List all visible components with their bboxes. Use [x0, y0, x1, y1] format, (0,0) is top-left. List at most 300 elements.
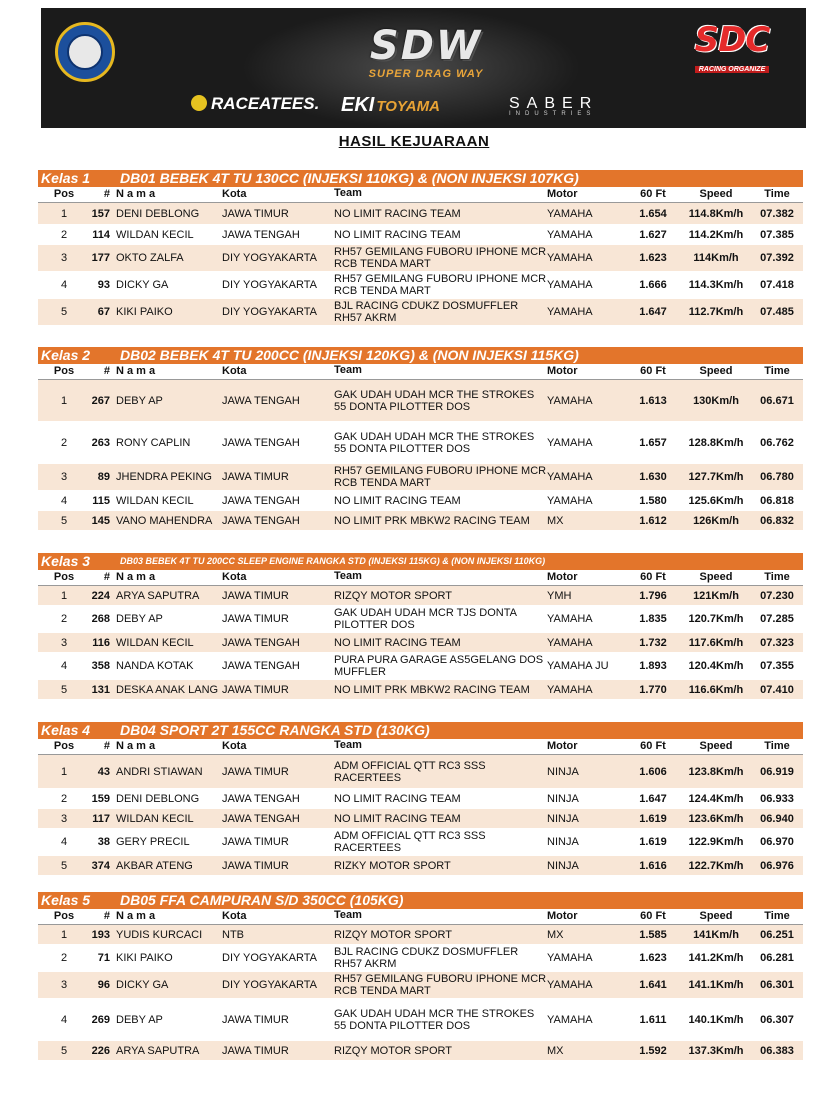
- cell-num: 38: [97, 836, 110, 848]
- header-ft: 60 Ft: [640, 740, 666, 752]
- cell-motor: YAMAHA: [547, 471, 593, 483]
- cell-name: YUDIS KURCACI: [116, 928, 203, 941]
- cell-num: 226: [91, 1044, 110, 1057]
- cell-name: RONY CAPLIN: [116, 436, 191, 449]
- cell-pos: 1: [60, 394, 68, 407]
- cell-motor: YAMAHA JU: [547, 660, 609, 672]
- cell-kota: JAWA TIMUR: [222, 683, 289, 696]
- cell-name: DICKY GA: [116, 279, 169, 291]
- cell-num: 224: [91, 589, 110, 602]
- cell-ft: 1.606: [639, 765, 667, 778]
- cell-motor: NINJA: [547, 859, 579, 872]
- table-row: [38, 606, 803, 633]
- cell-num: 89: [97, 471, 110, 483]
- cell-pos: 4: [60, 1013, 68, 1026]
- cell-team: RH57 GEMILANG FUBORU IPHONE MCR RCB TENDA MART: [334, 973, 547, 997]
- cell-ft: 1.654: [639, 207, 667, 220]
- header-time: Time: [764, 740, 790, 752]
- cell-num: 159: [91, 792, 110, 805]
- header-time: Time: [764, 365, 790, 377]
- header-time: Time: [764, 188, 790, 200]
- cell-motor: YAMAHA: [547, 252, 593, 264]
- table-row: [38, 999, 803, 1041]
- sponsor-saber-name: SABER: [509, 95, 599, 112]
- cell-name: DEBY AP: [116, 613, 163, 625]
- cell-team: BJL RACING CDUKZ DOSMUFFLER RH57 AKRM: [334, 300, 519, 324]
- cell-motor: YAMAHA: [547, 636, 593, 649]
- cell-ft: 1.835: [639, 613, 667, 625]
- cell-pos: 2: [60, 228, 68, 241]
- cell-motor: NINJA: [547, 812, 579, 825]
- class-header-bar: [38, 553, 803, 570]
- cell-kota: JAWA TIMUR: [222, 589, 289, 602]
- class-number: Kelas 1: [41, 170, 91, 186]
- cell-ft: 1.585: [639, 928, 667, 941]
- cell-time: 06.970: [760, 836, 794, 848]
- cell-motor: YAMAHA: [547, 494, 593, 507]
- page-title: HASIL KEJUARAAN: [338, 133, 490, 150]
- cell-num: 115: [92, 494, 110, 507]
- cell-motor: YAMAHA: [547, 952, 593, 964]
- cell-num: 193: [91, 928, 110, 941]
- header-team: Team: [334, 187, 362, 199]
- cell-team: RIZKY MOTOR SPORT: [334, 859, 451, 872]
- cell-motor: YMH: [547, 589, 572, 602]
- table-row: [38, 755, 803, 789]
- cell-kota: DIY YOGYAKARTA: [222, 979, 317, 991]
- cell-kota: JAWA TIMUR: [222, 207, 289, 220]
- cell-kota: JAWA TIMUR: [222, 1044, 289, 1057]
- header-num: #: [103, 740, 110, 752]
- cell-team: GAK UDAH UDAH MCR THE STROKES 55 DONTA PILOTTER DOS: [334, 1007, 535, 1032]
- cell-ft: 1.732: [639, 636, 667, 649]
- table-row: [38, 653, 803, 680]
- header-num: #: [103, 188, 110, 200]
- cell-num: 43: [97, 765, 110, 778]
- cell-pos: 3: [60, 979, 68, 991]
- cell-pos: 1: [60, 589, 68, 602]
- class-section-5: [38, 892, 803, 1061]
- cell-num: 177: [91, 252, 110, 264]
- cell-pos: 1: [60, 928, 68, 941]
- header-pos: Pos: [53, 571, 75, 583]
- cell-time: 06.933: [760, 792, 794, 805]
- cell-ft: 1.657: [639, 436, 667, 449]
- cell-time: 06.832: [760, 514, 794, 527]
- cell-kota: DIY YOGYAKARTA: [222, 252, 317, 264]
- header-kota: Kota: [222, 910, 247, 922]
- cell-kota: JAWA TENGAH: [222, 792, 300, 805]
- cell-motor: YAMAHA: [547, 228, 593, 241]
- class-description: DB05 FFA CAMPURAN S/D 350CC (105KG): [120, 892, 404, 908]
- cell-ft: 1.580: [639, 494, 667, 507]
- cell-pos: 4: [60, 836, 68, 848]
- class-header-bar: [38, 722, 803, 739]
- cell-pos: 2: [60, 613, 68, 625]
- table-row: [38, 680, 803, 700]
- cell-pos: 5: [60, 306, 68, 318]
- class-section-3: [38, 553, 803, 700]
- cell-speed: 114.8Km/h: [688, 207, 744, 220]
- table-row: [38, 586, 803, 606]
- header-time: Time: [764, 571, 790, 583]
- cell-speed: 140.1Km/h: [688, 1013, 744, 1026]
- cell-ft: 1.613: [639, 394, 667, 407]
- cell-pos: 4: [60, 494, 68, 507]
- header-speed: Speed: [699, 740, 733, 752]
- table-row: [38, 809, 803, 829]
- sponsor-raceatees: RACEATEES.: [191, 94, 319, 114]
- cell-team: ADM OFFICIAL QTT RC3 SSS RACERTEES: [334, 830, 486, 854]
- cell-ft: 1.612: [639, 514, 667, 527]
- cell-kota: JAWA TENGAH: [222, 494, 300, 507]
- header-speed: Speed: [699, 188, 733, 200]
- cell-name: ANDRI STIAWAN: [116, 765, 203, 778]
- cell-name: KIKI PAIKO: [116, 952, 173, 964]
- table-row: [38, 491, 803, 511]
- cell-time: 06.671: [760, 394, 794, 407]
- cell-pos: 4: [60, 660, 68, 672]
- cell-ft: 1.611: [639, 1013, 667, 1026]
- cell-ft: 1.623: [639, 252, 667, 264]
- organizer-logo-mark: SDC: [694, 20, 770, 60]
- cell-pos: 2: [60, 952, 68, 964]
- cell-team: RH57 GEMILANG FUBORU IPHONE MCR RCB TENDA MART: [334, 246, 547, 270]
- cell-kota: JAWA TENGAH: [222, 436, 300, 449]
- cell-time: 06.780: [760, 471, 794, 483]
- class-header-bar: [38, 892, 803, 909]
- cell-ft: 1.641: [639, 979, 667, 991]
- cell-speed: 137.3Km/h: [688, 1044, 744, 1057]
- cell-motor: NINJA: [547, 765, 579, 778]
- cell-pos: 1: [60, 207, 68, 220]
- cell-time: 07.355: [760, 660, 794, 672]
- header-pos: Pos: [53, 188, 75, 200]
- cell-kota: JAWA TENGAH: [222, 228, 300, 241]
- cell-motor: YAMAHA: [547, 436, 593, 449]
- club-emblem-logo: [55, 22, 115, 82]
- cell-time: 07.410: [760, 683, 794, 696]
- cell-kota: JAWA TENGAH: [222, 394, 300, 407]
- cell-team: NO LIMIT PRK MBKW2 RACING TEAM: [334, 683, 530, 696]
- cell-num: 268: [91, 613, 110, 625]
- header-kota: Kota: [222, 188, 247, 200]
- cell-motor: NINJA: [547, 792, 579, 805]
- cell-num: 131: [91, 683, 110, 696]
- organizer-logo-tag: RACING ORGANIZE: [695, 66, 770, 73]
- cell-speed: 130Km/h: [693, 394, 739, 407]
- cell-num: 263: [91, 436, 110, 449]
- cell-time: 07.230: [760, 589, 794, 602]
- cell-speed: 112.7Km/h: [688, 306, 744, 318]
- cell-motor: MX: [547, 514, 564, 527]
- header-team: Team: [334, 364, 362, 376]
- header-name: N a m a: [116, 188, 156, 200]
- cell-ft: 1.666: [639, 279, 667, 291]
- cell-team: GAK UDAH UDAH MCR TJS DONTA PILOTTER DOS: [334, 607, 517, 631]
- header-motor: Motor: [547, 365, 578, 377]
- cell-ft: 1.616: [639, 859, 667, 872]
- class-number: Kelas 3: [41, 553, 91, 569]
- cell-speed: 123.8Km/h: [688, 765, 744, 778]
- cell-motor: NINJA: [547, 836, 579, 848]
- class-description: DB01 BEBEK 4T TU 130CC (INJEKSI 110KG) & (NON INJEKSI 107KG): [120, 170, 579, 186]
- cell-time: 07.392: [760, 252, 794, 264]
- cell-name: WILDAN KECIL: [116, 636, 194, 649]
- header-name: N a m a: [116, 910, 156, 922]
- cell-pos: 5: [60, 859, 68, 872]
- cell-name: DESKA ANAK LANG: [116, 683, 219, 696]
- cell-name: DICKY GA: [116, 979, 169, 991]
- sponsor-toyama: TOYAMA: [376, 98, 440, 115]
- class-section-1: [38, 170, 803, 326]
- cell-speed: 122.9Km/h: [688, 836, 744, 848]
- cell-speed: 114.2Km/h: [688, 228, 744, 241]
- cell-pos: 2: [60, 436, 68, 449]
- cell-motor: YAMAHA: [547, 683, 593, 696]
- cell-team: NO LIMIT RACING TEAM: [334, 228, 461, 241]
- cell-motor: YAMAHA: [547, 613, 593, 625]
- header-pos: Pos: [53, 910, 75, 922]
- header-speed: Speed: [699, 571, 733, 583]
- table-row: [38, 972, 803, 999]
- cell-motor: MX: [547, 928, 564, 941]
- cell-speed: 125.6Km/h: [688, 494, 744, 507]
- cell-pos: 2: [60, 792, 68, 805]
- cell-pos: 5: [60, 1044, 68, 1057]
- header-name: N a m a: [116, 571, 156, 583]
- cell-kota: DIY YOGYAKARTA: [222, 279, 317, 291]
- cell-time: 07.385: [760, 228, 794, 241]
- table-row: [38, 380, 803, 422]
- table-row: [38, 633, 803, 653]
- cell-name: JHENDRA PEKING: [116, 471, 212, 483]
- header-kota: Kota: [222, 571, 247, 583]
- cell-ft: 1.623: [639, 952, 667, 964]
- cell-motor: MX: [547, 1044, 564, 1057]
- cell-name: NANDA KOTAK: [116, 660, 194, 672]
- cell-time: 07.382: [760, 207, 794, 220]
- header-name: N a m a: [116, 740, 156, 752]
- cell-ft: 1.619: [639, 812, 667, 825]
- cell-kota: JAWA TENGAH: [222, 660, 300, 672]
- table-header: [38, 909, 803, 925]
- cell-motor: YAMAHA: [547, 394, 593, 407]
- cell-time: 06.940: [760, 812, 794, 825]
- cell-name: ARYA SAPUTRA: [116, 589, 200, 602]
- cell-speed: 121Km/h: [693, 589, 739, 602]
- cell-time: 06.818: [760, 494, 794, 507]
- table-row: [38, 464, 803, 491]
- table-header: [38, 570, 803, 586]
- cell-name: WILDAN KECIL: [116, 812, 194, 825]
- table-row: [38, 945, 803, 972]
- sponsor-eki: EKI: [341, 94, 375, 116]
- cell-name: ARYA SAPUTRA: [116, 1044, 200, 1057]
- header-ft: 60 Ft: [640, 571, 666, 583]
- header-team: Team: [334, 909, 362, 921]
- cell-time: 06.919: [760, 765, 794, 778]
- cell-kota: JAWA TENGAH: [222, 514, 300, 527]
- cell-team: NO LIMIT RACING TEAM: [334, 812, 461, 825]
- class-number: Kelas 5: [41, 892, 91, 908]
- cell-num: 96: [97, 979, 110, 991]
- cell-time: 06.762: [760, 436, 794, 449]
- cell-name: WILDAN KECIL: [116, 494, 194, 507]
- cell-pos: 3: [60, 471, 68, 483]
- class-number: Kelas 2: [41, 347, 91, 363]
- cell-num: 117: [92, 812, 110, 825]
- cell-speed: 141.2Km/h: [688, 952, 744, 964]
- cell-kota: JAWA TIMUR: [222, 836, 289, 848]
- cell-time: 06.307: [760, 1013, 794, 1026]
- cell-name: KIKI PAIKO: [116, 306, 173, 318]
- table-row: [38, 789, 803, 809]
- cell-speed: 122.7Km/h: [688, 859, 744, 872]
- table-row: [38, 245, 803, 272]
- table-row: [38, 203, 803, 225]
- cell-time: 06.976: [760, 859, 794, 872]
- cell-num: 267: [91, 394, 110, 407]
- cell-num: 157: [91, 207, 110, 220]
- cell-ft: 1.647: [639, 306, 667, 318]
- cell-speed: 120.4Km/h: [688, 660, 744, 672]
- cell-kota: JAWA TIMUR: [222, 613, 289, 625]
- header-pos: Pos: [53, 365, 75, 377]
- class-description: DB02 BEBEK 4T TU 200CC (INJEKSI 120KG) & (NON INJEKSI 115KG): [120, 347, 579, 363]
- cell-kota: JAWA TENGAH: [222, 636, 300, 649]
- cell-name: GERY PRECIL: [116, 836, 190, 848]
- cell-team: NO LIMIT RACING TEAM: [334, 792, 461, 805]
- table-row: [38, 225, 803, 245]
- cell-motor: YAMAHA: [547, 306, 593, 318]
- cell-team: GAK UDAH UDAH MCR THE STROKES 55 DONTA PILOTTER DOS: [334, 430, 535, 455]
- sponsor-eki-toyama: [341, 94, 440, 117]
- cell-name: AKBAR ATENG: [116, 859, 193, 872]
- cell-motor: YAMAHA: [547, 979, 593, 991]
- cell-num: 145: [91, 514, 110, 527]
- cell-name: VANO MAHENDRA: [116, 514, 213, 527]
- cell-ft: 1.627: [639, 228, 667, 241]
- cell-speed: 141Km/h: [693, 928, 739, 941]
- header-ft: 60 Ft: [640, 365, 666, 377]
- cell-speed: 128.8Km/h: [688, 436, 744, 449]
- header-team: Team: [334, 739, 362, 751]
- header-num: #: [103, 571, 110, 583]
- cell-kota: JAWA TIMUR: [222, 765, 289, 778]
- table-row: [38, 511, 803, 531]
- cell-team: BJL RACING CDUKZ DOSMUFFLER RH57 AKRM: [334, 946, 519, 970]
- cell-motor: YAMAHA: [547, 279, 593, 291]
- header-motor: Motor: [547, 571, 578, 583]
- cell-kota: DIY YOGYAKARTA: [222, 952, 317, 964]
- header-kota: Kota: [222, 740, 247, 752]
- header-num: #: [103, 910, 110, 922]
- cell-ft: 1.630: [639, 471, 667, 483]
- cell-pos: 3: [60, 812, 68, 825]
- table-row: [38, 1041, 803, 1061]
- cell-ft: 1.770: [639, 683, 667, 696]
- cell-kota: JAWA TIMUR: [222, 859, 289, 872]
- cell-speed: 123.6Km/h: [688, 812, 744, 825]
- event-logo: [311, 24, 541, 84]
- table-row: [38, 299, 803, 326]
- cell-pos: 5: [60, 683, 68, 696]
- cell-time: 07.485: [760, 306, 794, 318]
- cell-num: 93: [97, 279, 110, 291]
- cell-time: 06.301: [760, 979, 794, 991]
- cell-kota: JAWA TIMUR: [222, 471, 289, 483]
- table-row: [38, 422, 803, 464]
- header-speed: Speed: [699, 910, 733, 922]
- cell-team: RIZQY MOTOR SPORT: [334, 589, 452, 602]
- cell-time: 07.323: [760, 636, 794, 649]
- event-logo-title: SDW: [369, 23, 483, 69]
- table-header: [38, 187, 803, 203]
- cell-speed: 114Km/h: [693, 252, 739, 264]
- cell-speed: 116.6Km/h: [688, 683, 744, 696]
- cell-speed: 141.1Km/h: [688, 979, 744, 991]
- cell-ft: 1.796: [639, 589, 667, 602]
- cell-num: 374: [91, 859, 110, 872]
- emblem-core: [67, 34, 103, 70]
- cell-time: 06.281: [760, 952, 794, 964]
- cell-pos: 3: [60, 636, 68, 649]
- cell-pos: 4: [60, 279, 68, 291]
- cell-speed: 117.6Km/h: [688, 636, 744, 649]
- class-number: Kelas 4: [41, 722, 91, 738]
- cell-pos: 3: [60, 252, 68, 264]
- cell-kota: JAWA TIMUR: [222, 1013, 289, 1026]
- cell-time: 06.251: [760, 928, 794, 941]
- header-team: Team: [334, 570, 362, 582]
- cell-team: RIZQY MOTOR SPORT: [334, 1044, 452, 1057]
- cell-team: RH57 GEMILANG FUBORU IPHONE MCR RCB TENDA MART: [334, 465, 547, 489]
- header-time: Time: [764, 910, 790, 922]
- class-description: DB03 BEBEK 4T TU 200CC SLEEP ENGINE RANGKA STD (INJEKSI 115KG) & (NON INJEKSI 110KG): [120, 556, 546, 566]
- cell-name: DEBY AP: [116, 394, 163, 407]
- cell-team: NO LIMIT RACING TEAM: [334, 494, 461, 507]
- cell-kota: NTB: [222, 928, 244, 941]
- cell-team: NO LIMIT RACING TEAM: [334, 636, 461, 649]
- header-motor: Motor: [547, 740, 578, 752]
- class-section-4: [38, 722, 803, 876]
- cell-speed: 126Km/h: [693, 514, 739, 527]
- class-description: DB04 SPORT 2T 155CC RANGKA STD (130KG): [120, 722, 430, 738]
- header-motor: Motor: [547, 910, 578, 922]
- cell-time: 06.383: [760, 1044, 794, 1057]
- table-row: [38, 856, 803, 876]
- cell-team: ADM OFFICIAL QTT RC3 SSS RACERTEES: [334, 759, 486, 784]
- cell-kota: JAWA TENGAH: [222, 812, 300, 825]
- table-header: [38, 364, 803, 380]
- cell-name: DENI DEBLONG: [116, 207, 200, 220]
- cell-name: WILDAN KECIL: [116, 228, 194, 241]
- cell-ft: 1.592: [639, 1044, 667, 1057]
- table-row: [38, 925, 803, 945]
- cell-num: 67: [97, 306, 110, 318]
- cell-time: 07.418: [760, 279, 794, 291]
- cell-team: RH57 GEMILANG FUBORU IPHONE MCR RCB TENDA MART: [334, 273, 547, 297]
- cell-speed: 114.3Km/h: [688, 279, 744, 291]
- cell-pos: 1: [60, 765, 68, 778]
- header-speed: Speed: [699, 365, 733, 377]
- cell-team: GAK UDAH UDAH MCR THE STROKES 55 DONTA PILOTTER DOS: [334, 388, 535, 413]
- event-banner: [41, 8, 806, 128]
- cell-team: NO LIMIT RACING TEAM: [334, 207, 461, 220]
- organizer-logo: [677, 22, 787, 76]
- cell-num: 114: [92, 228, 110, 241]
